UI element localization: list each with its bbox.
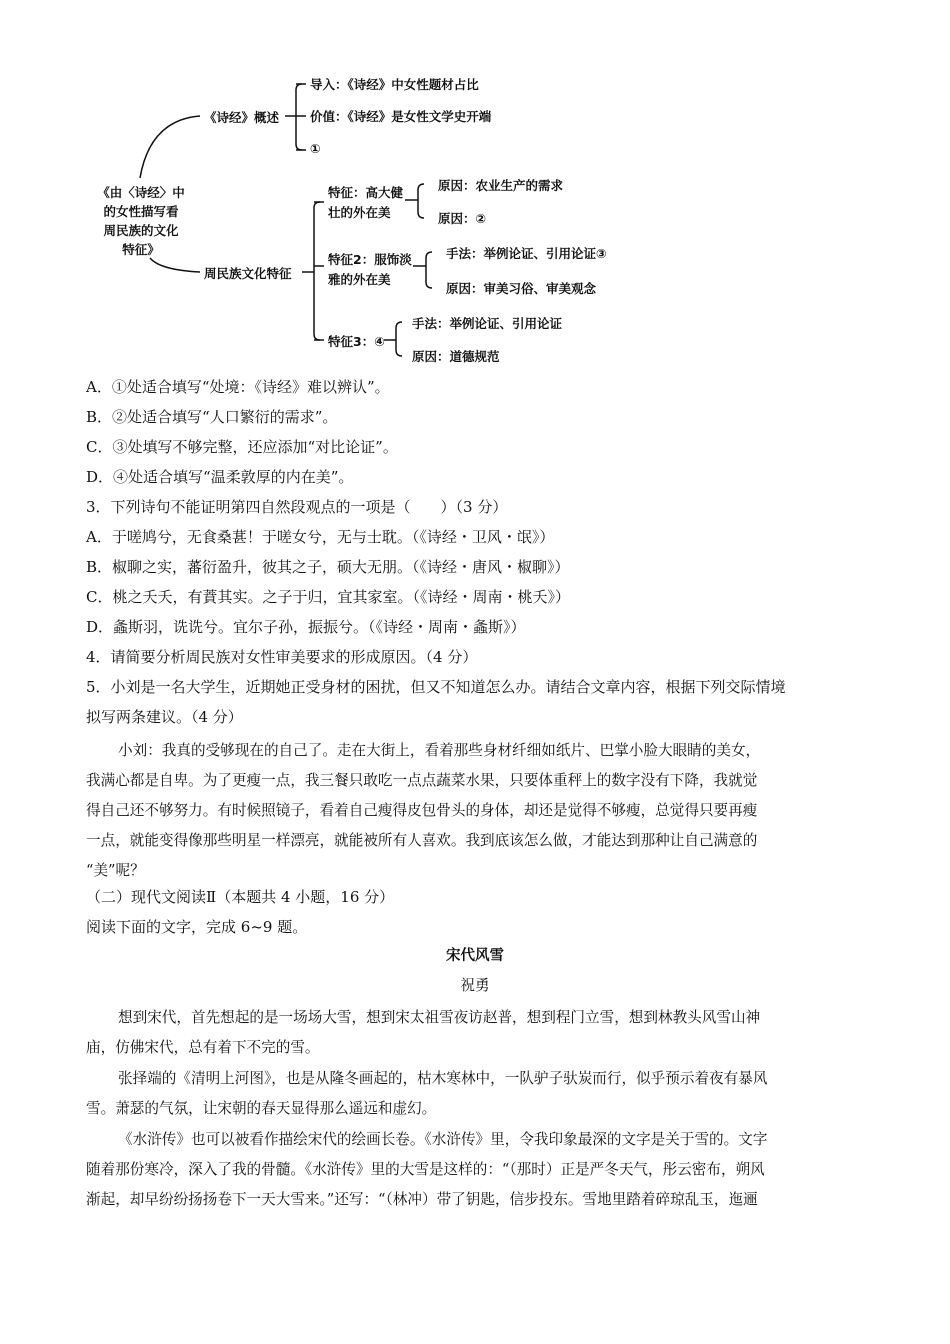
section-heading: （二）现代文阅读Ⅱ（本题共 4 小题，16 分）: [86, 888, 395, 906]
feature2-line: 雅的外在美: [328, 272, 391, 287]
feature2-reason: 原因：审美习俗、审美观念: [446, 281, 597, 296]
option-c: C．③处填写不够完整，还应添加“对比论证”。: [86, 438, 398, 456]
question-4: 4．请简要分析周民族对女性审美要求的形成原因。（4 分）: [86, 648, 478, 666]
question-5-cont: 拟写两条建议。（4 分）: [86, 708, 243, 726]
root-line: 特征》: [122, 242, 160, 257]
feature3-method: 手法：举例论证、引用论证: [412, 316, 563, 331]
root-line: 周民族的文化: [103, 223, 179, 238]
question-3: 3．下列诗句不能证明第四自然段观点的一项是（ ）（3 分）: [86, 498, 508, 516]
article-line: 随着那份寒冷，深入了我的骨髓。《水浒传》里的大雪是这样的：“（那时）正是严冬天气，彤云密布，朔风: [86, 1161, 765, 1178]
overview-bracket: [296, 84, 302, 150]
overview-node: 《诗经》概述: [204, 110, 280, 125]
root-to-culture-curve: [150, 258, 200, 272]
feature2-method: 手法：举例论证、引用论证③: [446, 246, 607, 261]
q3-option-b: B．椒聊之实，蕃衍盈升，彼其之子，硕大无朋。（《诗经・唐风・椒聊》）: [86, 558, 570, 576]
article-line: 雪。萧瑟的气氛，让宋朝的春天显得那么遥远和虚幻。: [86, 1100, 437, 1117]
article-line: 想到宋代，首先想起的是一场场大雪，想到宋太祖雪夜访赵普，想到程门立雪，想到林教头风雪山神: [118, 1009, 761, 1026]
q3-option-a: A．于嗟鸠兮，无食桑葚！于嗟女兮，无与士耽。（《诗经・卫风・氓》）: [86, 528, 555, 546]
question-5: 5．小刘是一名大学生，近期她正受身材的困扰，但又不知道怎么办。请结合文章内容，根据下列交际情境: [86, 678, 786, 696]
root-line: 《由〈诗经〉中: [97, 185, 185, 200]
feature1-reason-2: 原因：②: [438, 211, 487, 226]
option-d: D．④处适合填写“温柔敦厚的内在美”。: [86, 468, 354, 486]
feature2-line: 特征2：服饰淡: [328, 252, 412, 267]
overview-item-intro: 导入：《诗经》中女性题材占比: [310, 77, 479, 92]
article-line: 《水浒传》也可以被看作描绘宋代的绘画长卷。《水浒传》里，令我印象最深的文字是关于雪的。文字: [118, 1131, 768, 1148]
dialogue-line: 我满心都是自卑。为了更瘦一点，我三餐只敢吃一点点蔬菜水果，只要体重秤上的数字没有下降，我就觉: [86, 772, 758, 789]
option-b: B．②处适合填写“人口繁衍的需求”。: [86, 408, 338, 426]
dialogue-line: 小刘：我真的受够现在的自己了。走在大街上，看着那些身材纤细如纸片、巴掌小脸大眼睛的美女，: [118, 742, 761, 759]
culture-bracket: [314, 202, 320, 340]
reading-instruction: 阅读下面的文字，完成 6~9 题。: [86, 918, 308, 936]
q3-option-c: C．桃之夭夭，有蕡其实。之子于归，宜其家室。（《诗经・周南・桃夭》）: [86, 588, 570, 606]
dialogue-line: 一点，就能变得像那些明星一样漂亮，就能被所有人喜欢。我到底该怎么做，才能达到那种让自己满意的: [86, 832, 758, 849]
feature1-reason-1: 原因：农业生产的需求: [438, 178, 564, 193]
article-author: 祝勇: [460, 977, 490, 994]
dialogue-line: “美”呢？: [86, 862, 145, 879]
feature3-node: 特征3：④: [328, 334, 385, 349]
overview-item-blank-1: ①: [310, 141, 321, 156]
option-a: A．①处适合填写“处境：《诗经》难以辨认”。: [86, 378, 390, 396]
article-line: 庙，仿佛宋代，总有着下不完的雪。: [86, 1039, 320, 1056]
feature1-line: 壮的外在美: [328, 205, 391, 220]
feature2-node: [328, 250, 412, 290]
root-to-overview-curve: [140, 116, 200, 178]
feature1-node: [328, 183, 403, 223]
feature3-reason: 原因：道德规范: [412, 349, 500, 364]
feature1-line: 特征：高大健: [328, 185, 404, 200]
article-line: 渐起，却早纷纷扬扬卷下一天大雪来。”还写：“（林冲）带了钥匙，信步投东。雪地里踏着碎琼乱玉，迤逦: [86, 1191, 758, 1208]
mindmap-root-node: [76, 183, 206, 259]
culture-node: 周民族文化特征: [204, 266, 292, 281]
article-title: 宋代风雪: [446, 948, 504, 964]
root-line: 的女性描写看: [103, 204, 179, 219]
overview-item-value: 价值：《诗经》是女性文学史开端: [310, 109, 492, 124]
q3-option-d: D．螽斯羽，诜诜兮。宜尔子孙，振振兮。（《诗经・周南・螽斯》）: [86, 618, 526, 636]
dialogue-line: 得自己还不够努力。有时候照镜子，看着自己瘦得皮包骨头的身体，却还是觉得不够瘦，总觉得只要再瘦: [86, 802, 758, 819]
article-line: 张择端的《清明上河图》，也是从隆冬画起的，枯木寒林中，一队驴子驮炭而行，似乎预示着夜有暴风: [118, 1070, 768, 1087]
